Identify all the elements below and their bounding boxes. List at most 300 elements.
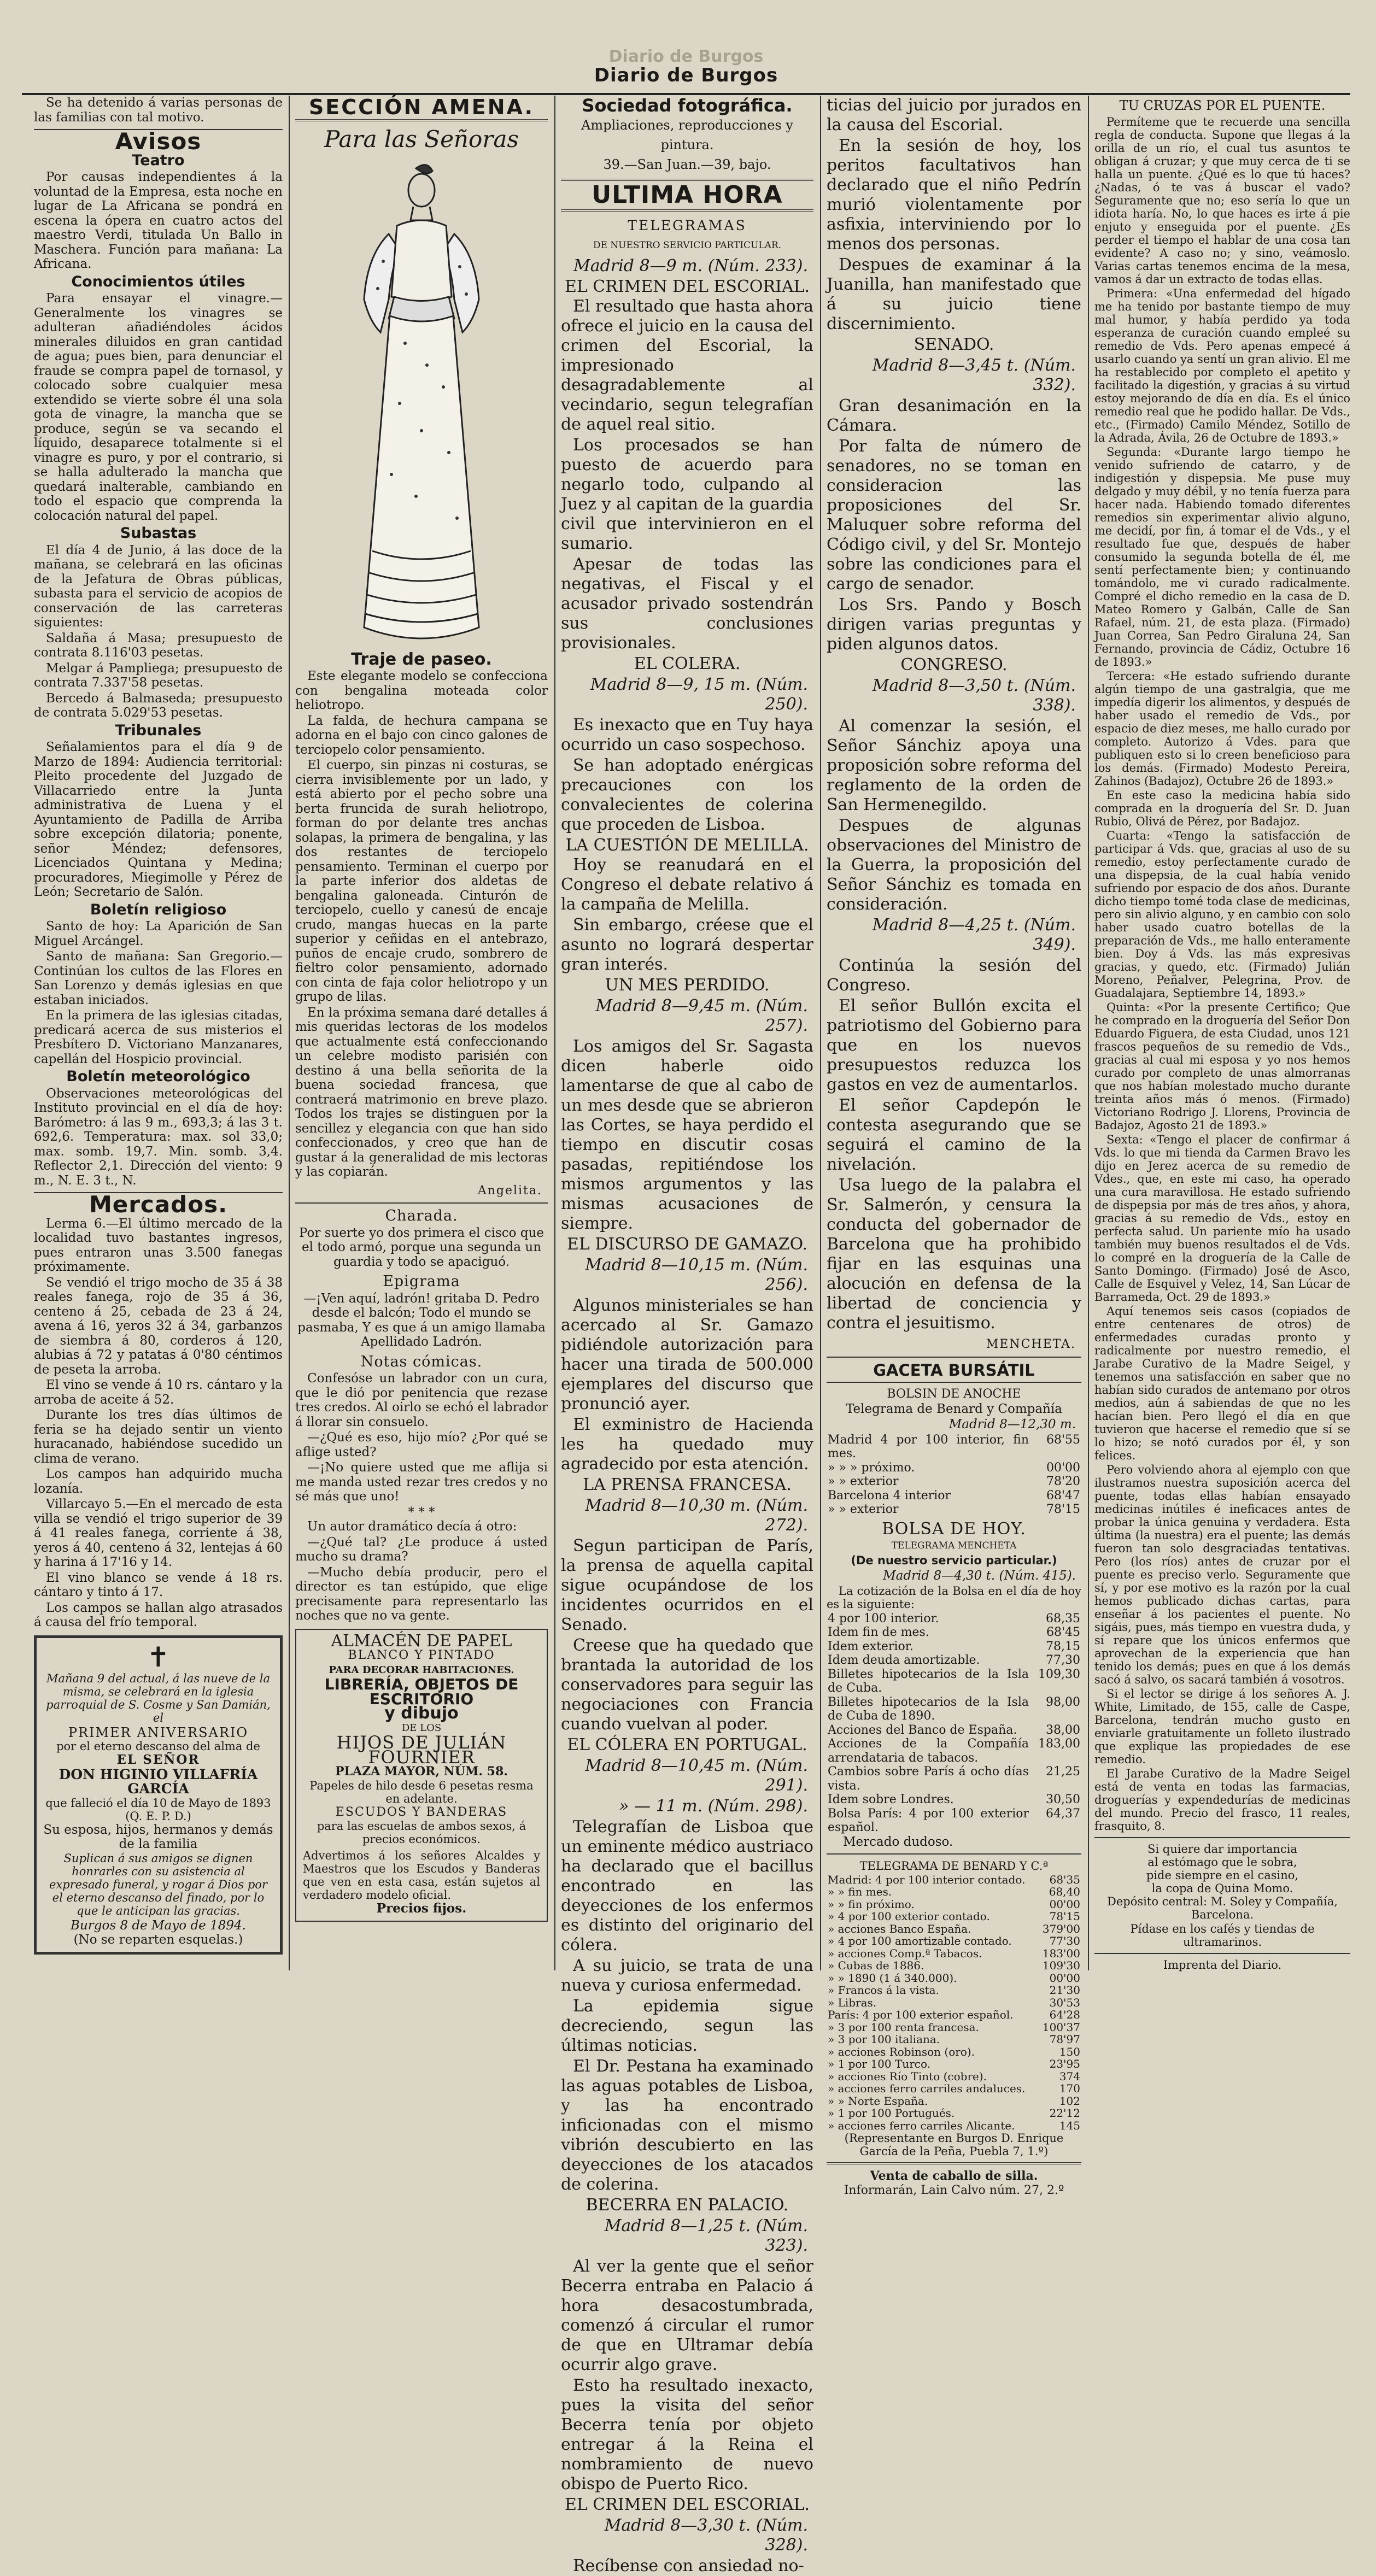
table-row <box>827 2021 1081 2034</box>
bolsa-telegram-heading: TELEGRAMA MENCHETA <box>891 1540 1017 1551</box>
row-value: 68'47 <box>1046 1488 1080 1503</box>
news-text: Es inexacto que en Tuy haya ocurrido un caso sospechoso. <box>561 715 813 754</box>
ad-text: Si el lector se dirige á los señores A. J. White, Limitado, de 155, calle de Caspe, Barcelona, tendrán mucho gusto en enviarle gratuitamente un folleto ilustrado que explique las propiedades de ese remedio. <box>1094 1687 1350 1766</box>
column-divider <box>554 96 555 1970</box>
classified-ad: Venta de caballo de silla. <box>870 2169 1038 2183</box>
heading-conocimientos: Conocimientos útiles <box>71 273 245 290</box>
news-text: El señor Capdepón le contesta asegurando que se seguirá el camino de la nivelación. <box>827 1096 1081 1174</box>
mercados-text: Los campos se hallan algo atrasados á causa del frío temporal. <box>34 1600 283 1629</box>
row-value: 68'45 <box>1046 1626 1080 1639</box>
tribunales-text: Señalamientos para el día 9 de Marzo de 1894: Audiencia territorial: Pleito procedente del Juzgado de Villacarriedo entre la Junta administrativa de Luena y el Ayuntamiento de Padilla de Arriba sobre excepción dilatoria; ponente, señor Méndez; defensores, Licenciados Quintana y Medina; procuradores, Miegimolle y Pérez de León; Secretario de Salón. <box>34 740 283 899</box>
ad-sociedad-fotografica: Sociedad fotográfica. <box>582 95 793 116</box>
row-value: 68,40 <box>1049 1885 1080 1898</box>
telegramas-heading: TELEGRAMAS <box>628 218 747 233</box>
obituary-text: por el eterno descanso del alma de <box>56 1740 260 1753</box>
ad-text: Quinta: «Por la presente Certifico; Que he comprado en la droguería del Señor Don Eduardo Figuera, de esta Ciudad, unos 121 frascos pequeños de su remedio de Vds., gracias al cual mi esposa y yo nos hemos curado por completo de unas almorranas que nos habían molestado mucho durante treinta años más ó menos. (Firmado) Victoriano Rodrigo J. Llorens, Provincia de Badajoz, Agosto 21 de 1893.» <box>1094 1001 1350 1132</box>
table-row <box>827 1612 1081 1626</box>
telegram-dateline: Madrid 8—9 m. (Núm. 233). <box>573 256 808 275</box>
traje-text: La falda, de hechura campana se adorna en el bajo con cinco galones de terciopelo color pensamiento. <box>295 713 548 757</box>
newspaper-title: Diario de Burgos <box>594 64 778 86</box>
table-row <box>827 1489 1081 1503</box>
row-label: » Francos á la vista. <box>828 1984 939 1997</box>
table-row <box>827 2058 1081 2070</box>
table-row <box>827 2107 1081 2120</box>
row-label: » 3 por 100 renta francesa. <box>828 2020 979 2034</box>
divider <box>295 119 548 121</box>
heading-subastas: Subastas <box>120 525 197 542</box>
row-label: » acciones Río Tinto (cobre). <box>828 2069 987 2083</box>
bolsa-table <box>827 1612 1081 1835</box>
row-value: 183'00 <box>1042 1946 1080 1960</box>
mercado-dudoso: Mercado dudoso. <box>843 1834 953 1849</box>
mercados-text: El vino se vende á 10 rs. cántaro y la arroba de aceite á 52. <box>34 1378 283 1407</box>
religioso-text: Santo de mañana: San Gregorio.—Continúan los cultos de las Flores en San Lorenzo y demás iglesias en que estaban iniciados. <box>34 949 283 1007</box>
heading-charada: Charada. <box>385 1207 458 1224</box>
row-label: Bolsa París: 4 por 100 exterior español. <box>828 1806 1029 1834</box>
table-row <box>827 1898 1081 1911</box>
bolsa-intro: La cotización de la Bolsa en el día de hoy es la siguiente: <box>827 1584 1081 1611</box>
obituary-date: Burgos 8 de Mayo de 1894. <box>71 1918 246 1933</box>
row-value: 68'55 <box>1046 1433 1080 1447</box>
row-label: » 4 por 100 exterior contado. <box>828 1910 990 1923</box>
obituary-name: DON HIGINIO VILLAFRÍA GARCÍA <box>58 1766 258 1797</box>
row-value: 68,35 <box>1046 1611 1080 1626</box>
bolsa-service: (De nuestro servicio particular.) <box>851 1553 1057 1567</box>
row-label: Idem exterior. <box>828 1639 914 1653</box>
signature: MENCHETA. <box>986 1337 1076 1351</box>
row-value: 22'12 <box>1049 2106 1080 2120</box>
servicio-heading: DE NUESTRO SERVICIO PARTICULAR. <box>593 240 782 251</box>
cross-icon: ✝ <box>147 1641 170 1673</box>
news-text: El resultado que hasta ahora ofrece el juicio en la causa del crimen del Escorial, la impresionado desagradablemente al vecindario, segun telegrafían de aquel real sitio. <box>561 297 813 434</box>
subasta-item: Melgar á Pampliega; presupuesto de contrata 7.337'58 pesetas. <box>34 661 283 690</box>
telegram-dateline: Madrid 8—10,15 m. (Núm. 256). <box>585 1255 808 1294</box>
row-label: » acciones Banco España. <box>828 1922 971 1935</box>
para-las-senoras-title: Para las Señoras <box>324 125 519 152</box>
row-value: 00'00 <box>1049 1897 1080 1911</box>
news-text: Hoy se reanudará en el Congreso el debate relativo á la campaña de Melilla. <box>561 855 813 914</box>
table-row <box>827 1959 1081 1972</box>
row-value: 30'53 <box>1049 1996 1080 2009</box>
column-4 <box>827 96 1081 2197</box>
bolsin-table <box>827 1433 1081 1517</box>
heading-traje: Traje de paseo. <box>351 649 492 669</box>
meteorologico-text: Observaciones meteorológicas del Instituto provincial en el día de hoy: Barómetro: á las 9 m., 693,3; á las 3 t. 692,6. Temperatura: max. sol 33,0; max. somb. 19,7. Min. somb. 3,4. Reflector 2,1. Dirección del viento: 9 m., N. E. 3 t., N. <box>34 1086 283 1188</box>
divider <box>561 209 813 212</box>
news-text: Apesar de todas las negativas, el Fiscal y el acusador privado sostendrán sus conclusiones provisionales. <box>561 555 813 653</box>
telegram-dateline: Madrid 8—12,30 m. <box>948 1417 1076 1431</box>
ad-line: y dibujo <box>384 1704 459 1723</box>
news-text: Los Srs. Pando y Bosch dirigen varias preguntas y piden algunos datos. <box>827 595 1081 654</box>
table-row <box>827 1653 1081 1668</box>
row-label: » » 1890 (1 á 340.000). <box>828 1971 957 1985</box>
imprenta-footer: Imprenta del Diario. <box>1163 1958 1282 1971</box>
row-value: 374 <box>1059 2069 1080 2083</box>
notas-text: —Mucho debía producir, pero el director es tan estúpido, que elige precisamente para representarlo las noches que no va gente. <box>295 1565 548 1623</box>
notas-text: Confesóse un labrador con un cura, que le dió por penitencia que rezase tres credos. Al oirlo se echó el labrador á llorar sin consuelo. <box>295 1371 548 1429</box>
obituary-text: Mañana 9 del actual, á las nueve de la misma, se celebrará en la iglesia parroquial de S. Cosme y San Damián, el <box>46 1671 271 1724</box>
mercados-text: Los campos han adquirido mucha lozanía. <box>34 1467 283 1496</box>
masthead <box>22 0 1350 93</box>
signature: Angelita. <box>477 1183 542 1198</box>
table-row <box>827 1793 1081 1807</box>
row-value: 183,00 <box>1038 1737 1080 1751</box>
row-label: » » Norte España. <box>828 2094 928 2108</box>
notas-text: —¡No quiere usted que me aflija si me manda usted rezar tres credos y no sé más que uno! <box>295 1460 548 1504</box>
news-text: Por falta de número de senadores, no se toman en consideracion las proposiciones del Sr. Maluquer sobre reforma del Código civil, y del Sr. Montejo sobre las condiciones para el cargo de senador. <box>827 437 1081 594</box>
ad-text: El Jarabe Curativo de la Madre Seigel está de venta en todas las farmacias, droguerías y expendedurías de medicinas del mundo. Precio del frasco, 11 reales, frasquito, 8. <box>1094 1767 1350 1833</box>
obituary-text: Suplican á sus amigos se dignen honrarles con su asistencia al expresado funeral, y rogar á Dios por el eterno descanso del finado, por lo que le anticipan las gracias. <box>49 1851 267 1917</box>
news-heading: EL CRIMEN DEL ESCORIAL. <box>564 277 810 296</box>
news-text: ticias del juicio por jurados en la causa del Escorial. <box>827 96 1081 134</box>
quina-momo-verse: Si quiere dar importancia <box>1147 1842 1297 1856</box>
mercados-text: Lerma 6.—El último mercado de la localidad tuvo bastantes ingresos, pues entraron unas 3.500 fanegas próximamente. <box>34 1216 283 1274</box>
telegram-dateline: Madrid 8—4,25 t. (Núm. 349). <box>872 916 1076 954</box>
row-label: Idem deuda amortizable. <box>828 1653 980 1667</box>
table-row <box>827 1923 1081 1935</box>
row-label: Barcelona 4 interior <box>828 1488 951 1503</box>
table-row <box>827 1935 1081 1947</box>
telegram-dateline: Madrid 8—3,50 t. (Núm. 338). <box>872 676 1076 715</box>
row-value: 102 <box>1059 2094 1080 2108</box>
row-value: 78'97 <box>1049 2033 1080 2046</box>
table-row <box>827 1640 1081 1654</box>
epigrama-text: —¡Ven aquí, ladrón! gritaba D. Pedro desde el balcón; Todo el mundo se pasmaba, Y es que á un amigo llamaba Apellidado Ladrón. <box>297 1291 546 1349</box>
table-row <box>827 2120 1081 2132</box>
heading-religioso: Boletín religioso <box>90 901 227 918</box>
intro-text: Se ha detenido á varias personas de las familias con tal motivo. <box>34 96 283 125</box>
ad-text: Pero volviendo ahora al ejemplo con que ilustramos nuestra suposición acerca del puente, todas ellas habían ensayado medicinas inútiles é ineficaces antes de probar la única genuina y verdadera. Esta última (la nuestra) era el puente; las demás fueron tan solo desgraciadas tentativas. Pero (los ríos) antes de cruzar por el puente es preciso verlo. Seguramente que sí, y por ese motivo es la razón por la cual hemos publicado dichas cartas, para enseñar á los pacientes el puente. No sigáis, pues, más tiempo en vuestra duda, y sí repare que los únicos enfermos que aprovechan de la experiencia que han tenido los demás; pues en que á los demás sacó á salvo, os sacará también á vosotros. <box>1094 1463 1350 1686</box>
table-row <box>827 1503 1081 1517</box>
row-value: 64'28 <box>1049 2008 1080 2021</box>
news-text: Recíbense con ansiedad no- <box>573 2556 804 2575</box>
news-text: En la sesión de hoy, los peritos facultativos han declarado que el niño Pedrín murió violentamente por asfixia, interviniendo por lo menos dos personas. <box>827 136 1081 254</box>
row-label: Billetes hipotecarios de la Isla de Cuba. <box>828 1667 1029 1695</box>
row-value: 38,00 <box>1046 1723 1080 1737</box>
news-text: Gran desanimación en la Cámara. <box>827 396 1081 435</box>
row-value: 30,50 <box>1046 1793 1080 1806</box>
row-value: 23'95 <box>1049 2057 1080 2070</box>
table-row <box>827 2033 1081 2046</box>
subasta-item: Saldaña á Masa; presupuesto de contrata 8.116'03 pesetas. <box>34 631 283 660</box>
divider <box>1094 1837 1350 1838</box>
traje-text: En la próxima semana daré detalles á mis queridas lectoras de los modelos que actualmente está confeccionando un celebre modisto parisién con destino á una bella señorita de la buena sociedad francesa, que contraerá matrimonio en breve plazo. Todos los trajes se distinguen por la sencillez y elegancia con que han sido confeccionados, y creo que han de gustar á la generalidad de mis lectoras y las copiarán. <box>295 1005 548 1179</box>
news-text: Continúa la sesión del Congreso. <box>827 956 1081 995</box>
heading-teatro: Teatro <box>132 151 185 169</box>
row-label: Acciones de la Compañía arrendataria de tabacos. <box>828 1737 1029 1765</box>
row-label: » » exterior <box>828 1503 899 1516</box>
ad-line: 39.—San Juan.—39, bajo. <box>603 157 771 172</box>
column-1 <box>34 96 283 1970</box>
notas-text: Un autor dramático decía á otro: <box>307 1519 517 1534</box>
telegram-dateline: Madrid 8—10,45 m. (Núm. 291). <box>585 1756 808 1795</box>
column-divider <box>289 96 290 1970</box>
row-value: 78'20 <box>1046 1475 1080 1488</box>
quina-momo-verse: la copa de Quina Momo. <box>1151 1882 1293 1895</box>
table-row <box>827 1765 1081 1793</box>
ad-text: Primera: «Una enfermedad del hígado me ha tenido por bastante tiempo de muy mal humor, y había perdido ya toda esperanza de curación cuando empleé su remedio de Vds. Pero apenas empecé á usarlo cuando ya sentí un gran alivio. El me ha restablecido por completo el apetito y facilitado la digestión, y gracias á su virtud estoy mejorando de día en día. Es el único remedio real que he podido hallar. De Vds., etc., (Firmado) Camilo Méndez, Sotillo de la Adrada, Ávila, 26 de Octubre de 1893.» <box>1094 287 1350 444</box>
row-label: Madrid: 4 por 100 interior contado. <box>828 1873 1026 1886</box>
row-value: 77'30 <box>1049 1934 1080 1947</box>
ad-line: BLANCO Y PINTADO <box>348 1648 495 1662</box>
table-row <box>827 2095 1081 2108</box>
row-value: 00'00 <box>1046 1460 1080 1475</box>
heading-puente: TU CRUZAS POR EL PUENTE. <box>1119 98 1326 113</box>
news-text: El señor Bullón excita el patriotismo del Gobierno para que en los nuevos presupuestos reduzca los gastos en vez de aumentarlos. <box>827 996 1081 1094</box>
table-row <box>827 1947 1081 1960</box>
news-text: Despues de examinar á la Juanilla, han manifestado que á su juicio tiene discernimiento. <box>827 255 1081 333</box>
column-5 <box>1094 96 1350 1970</box>
table-row <box>827 1433 1081 1461</box>
row-value: 109,30 <box>1038 1667 1080 1681</box>
row-label: 4 por 100 interior. <box>828 1611 939 1626</box>
divider <box>1094 1953 1350 1954</box>
telegram-dateline: Madrid 8—9, 15 m. (Núm. 250). <box>590 675 808 714</box>
table-row <box>827 1668 1081 1695</box>
section-amena: SECCIÓN AMENA. <box>308 95 535 119</box>
ad-text: Segunda: «Durante largo tiempo he venido sufriendo de catarro, y de indigestión y dispepsia. Me puse muy delgado y muy débil, y no tenía fuerza para hacer nada. Habiendo tomado diferentes remedios sin experimentar alivio alguno, me decidí, por fin, á tomar el de Vds., y el resultado fue que, después de haber consumido la segunda botella de él, me sentí perfectamente bien; y continuando tomándolo, me vi curado radicalmente. Compré el dicho remedio en la casa de D. Mateo Romero y Galbán, Calle de San Rafael, núm. 21, de esta plaza. (Firmado) Juan Correa, San Pedro Giraluna 24, San Fernando, provincia de Cádiz, Octubre 16 de 1893.» <box>1094 445 1350 668</box>
row-value: 21'30 <box>1049 1984 1080 1997</box>
row-label: » Libras. <box>828 1996 877 2009</box>
ad-text: En este caso la medicina había sido comprada en la droguería del Sr. D. Juan Rubio, Olivá de Pérez, por Badajoz. <box>1094 789 1350 828</box>
column-2 <box>295 96 548 1970</box>
row-value: 150 <box>1059 2045 1080 2058</box>
heading-tribunales: Tribunales <box>115 721 202 739</box>
row-value: 109'30 <box>1042 1959 1080 1972</box>
table-row <box>827 1984 1081 1997</box>
news-heading: BECERRA EN PALACIO. <box>585 2196 789 2215</box>
divider <box>827 1853 1081 1855</box>
table-row <box>827 1475 1081 1489</box>
row-label: » » exterior <box>828 1475 899 1488</box>
obituary-text: que falleció el día 10 de Mayo de 1893 <box>45 1796 271 1810</box>
news-text: A su juicio, se trata de una nueva y curiosa enfermedad. <box>561 1956 813 1995</box>
divider <box>827 1382 1081 1383</box>
notas-text: —¿Qué es eso, hijo mío? ¿Por qué se aflige usted? <box>295 1430 548 1459</box>
row-value: 21,25 <box>1046 1765 1080 1779</box>
obituary-note: (No se reparten esquelas.) <box>73 1933 243 1947</box>
subastas-text: El día 4 de Junio, á las doce de la mañana, se celebrará en las oficinas de la Jefatura de Obras públicas, subasta para el servicio de acopios de conservación de las carreteras siguientes: <box>34 543 283 630</box>
news-text: Telegrafían de Lisboa que un eminente médico austriaco ha declarado que el bacillus encontrado en las deyecciones de los enfermos es distinto del originario del cólera. <box>561 1817 813 1955</box>
obituary-title: PRIMER ANIVERSARIO <box>68 1724 249 1740</box>
table-row <box>827 1972 1081 1985</box>
table-row <box>827 1461 1081 1475</box>
row-label: Idem sobre Londres. <box>828 1793 954 1806</box>
row-label: Cambios sobre París á ocho días vista. <box>828 1765 1029 1793</box>
table-row <box>827 1997 1081 2009</box>
news-text: Despues de algunas observaciones del Ministro de la Guerra, la proposición del Señor Sánchiz es tomada en consideración. <box>827 816 1081 914</box>
news-text: Algunos ministeriales se han acercado al Sr. Gamazo pidiéndole autorización para hacer una tirada de 500.000 ejemplares del discurso que pronunció ayer. <box>561 1296 813 1413</box>
row-label: Acciones del Banco de España. <box>828 1723 1017 1737</box>
table-row <box>827 1886 1081 1898</box>
ad-line: para las escuelas de ambos sexos, á precios económicos. <box>317 1820 526 1846</box>
row-value: 78'15 <box>1049 1910 1080 1923</box>
news-text: Segun participan de París, la prensa de aquella capital sigue ocupándose de los incidentes ocurridos en el Senado. <box>561 1536 813 1634</box>
ad-line: Advertimos á los señores Alcaldes y Maestros que los Escudos y Banderas que ven en esta casa, están sujetos al verdadero modelo oficial. <box>303 1849 540 1902</box>
section-mercados: Mercados. <box>89 1191 228 1218</box>
section-gaceta-bursatil: GACETA BURSÁTIL <box>873 1360 1035 1380</box>
table-row <box>827 1807 1081 1835</box>
obituary-text: EL SEÑOR <box>116 1752 200 1767</box>
news-text: Creese que ha quedado que brantada la autoridad de los conservadores para seguir las negociaciones con Francia cuando vuelvan al poder. <box>561 1636 813 1734</box>
news-heading: LA PRENSA FRANCESA. <box>583 1475 792 1494</box>
news-text: Usa luego de la palabra el Sr. Salmerón, y censura la conducta del gobernador de Barcelona que ha prohibido fijar en las esquinas una alocución en defensa de la libertad de conciencia y contra el jesuitismo. <box>827 1176 1081 1333</box>
row-value: 00'00 <box>1049 1971 1080 1985</box>
news-text: Se han adoptado enérgicas precauciones con los convalecientes de colerina que proceden de Lisboa. <box>561 756 813 834</box>
ad-line: PARA DECORAR HABITACIONES. <box>329 1664 514 1676</box>
ad-line: DE LOS <box>401 1722 442 1734</box>
row-label: » » » próximo. <box>828 1460 915 1475</box>
traje-text: El cuerpo, sin pinzas ni costuras, se cierra invisiblemente por un lado, y está abierto por el pecho sobre una berta fruncida de surah heliotropo, forman do por delante tres anchas solapas, la primera de bengalina, y las dos restantes de terciopelo pensamiento. Terminan el cuerpo por la parte inferior dos aldetas de bengalina galoneada. Cinturón de terciopelo, cuello y canesú de encaje crudo, mangas huecas en la parte superior y ceñidas en el antebrazo, puños de encaje crudo, sombrero de fieltro color pensamiento, adornado con cinta de faja color heliotropo y un grupo de lilas. <box>295 758 548 1004</box>
bolsin-heading: BOLSIN DE ANOCHE <box>887 1387 1021 1401</box>
ad-line: HIJOS DE JULIÁN FOURNIER <box>336 1732 507 1768</box>
heading-meteorologico: Boletín meteorológico <box>66 1068 250 1085</box>
charada-text: Por suerte yo dos primera el cisco que el todo armó, porque una segunda un guardia y todo se apaciguó. <box>299 1225 544 1269</box>
table-row <box>827 1695 1081 1723</box>
heading-epigrama: Epigrama <box>383 1273 460 1290</box>
news-heading: EL CRIMEN DEL ESCORIAL. <box>564 2495 810 2514</box>
ad-text: Cuarta: «Tengo la satisfacción de participar á Vds. que, gracias al uso de su remedio, estoy perfectamente curado de una dispepsia, de la cual había venido sufriendo por espacio de dos años. Durante dicho tiempo tomé toda clase de medicinas, pero sin alivio alguno, y en cambio con solo haber usado cuatro botellas de la preparación de Vds., me hallo enteramente bien. Doy á Vds. las más expresivas gracias, y quedo, etc. (Firmado) Julián Moreno, Peñalver, Pelegrina, Prov. de Guadalajara, Septiembre 14, 1893.» <box>1094 829 1350 1000</box>
row-value: 98,00 <box>1046 1695 1080 1709</box>
divider <box>827 2162 1081 2164</box>
quina-momo-note: Pídase en los cafés y tiendas de ultramarinos. <box>1130 1922 1315 1949</box>
ad-line: PLAZA MAYOR, NÚM. 58. <box>335 1764 508 1779</box>
ad-line: LIBRERÍA, OBJETOS DE ESCRITORIO <box>324 1675 519 1708</box>
news-heading: EL DISCURSO DE GAMAZO. <box>566 1235 808 1254</box>
row-label: » 1 por 100 Turco. <box>828 2057 930 2070</box>
telegram-dateline: Madrid 8—3,45 t. (Núm. 332). <box>872 356 1076 395</box>
row-value: 64,37 <box>1046 1806 1080 1821</box>
ad-text: Sexta: «Tengo el placer de confirmar á Vds. lo que mi tienda da Carmen Bravo les dijo en Jerez acerca de su remedio de Vdes., que, en este mi caso, ha operado una cura maravillosa. He estado sufriendo de dispepsia por más de tres años, y ahora, gracias á su remedio de Vds., estoy en perfecta salud. Un pariente mío ha usado también muy buenos resultados el de Vds. lo compré en la droguería de la Calle de Santo Domingo. (Firmado) José de Asco, Calle de Esquivel y Velez, 14, San Lúcar de Barrameda, Oct. 29 de 1893.» <box>1094 1133 1350 1304</box>
news-text: La epidemia sigue decreciendo, segun las últimas noticias. <box>561 1997 813 2055</box>
news-heading: SENADO. <box>914 335 994 354</box>
row-label: Madrid 4 por 100 interior, fin mes. <box>828 1433 1029 1460</box>
mercados-text: El vino blanco se vende á 18 rs. cántaro y tinto á 17. <box>34 1570 283 1599</box>
almacen-ad <box>295 1629 548 1922</box>
bolsa-hoy-heading: BOLSA DE HOY. <box>882 1519 1026 1539</box>
row-value: 379'00 <box>1042 1922 1080 1935</box>
news-text: El exministro de Hacienda les ha quedado muy agradecido por esta atención. <box>561 1415 813 1474</box>
table-row <box>827 2009 1081 2021</box>
religioso-text: En la primera de las iglesias citadas, predicará acerca de sus misterios el Presbítero D. Victoriano Manzanares, capellán del Hospicio provincial. <box>34 1008 283 1066</box>
divider <box>295 1202 548 1204</box>
news-heading: UN MES PERDIDO. <box>605 976 770 995</box>
news-heading: EL CÓLERA EN PORTUGAL. <box>567 1735 807 1755</box>
row-label: » acciones ferro carriles andaluces. <box>828 2082 1026 2095</box>
table-row <box>827 1626 1081 1640</box>
row-label: » acciones Comp.ª Tabacos. <box>828 1946 982 1960</box>
separator-stars: * * * <box>408 1505 435 1519</box>
section-ultima-hora: ULTIMA HORA <box>592 181 783 209</box>
news-text: Esto ha resultado inexacto, pues la visita del señor Becerra tenía por objeto entregar á la Reina el nombramiento de nuevo obispo de Puerto Rico. <box>561 2376 813 2493</box>
obituary-text: Su esposa, hijos, hermanos y demás de la familia <box>43 1822 273 1851</box>
traje-text: Este elegante modelo se confecciona con bengalina moteada color heliotropo. <box>295 669 548 712</box>
row-label: París: 4 por 100 exterior español. <box>828 2008 1014 2021</box>
telegram-dateline: Madrid 8—4,30 t. (Núm. 415). <box>883 1569 1076 1583</box>
table-row <box>827 1737 1081 1765</box>
quina-momo-deposit: Depósito central: M. Soley y Compañía, Barcelona. <box>1107 1895 1338 1921</box>
row-value: 78'15 <box>1046 1503 1080 1516</box>
telegram-dateline: Madrid 8—10,30 m. (Núm. 272). <box>585 1496 808 1535</box>
obituary-text: (Q. E. P. D.) <box>125 1809 191 1823</box>
classified-ad: Informarán, Lain Calvo núm. 27, 2.º <box>844 2183 1064 2197</box>
notas-text: —¿Qué tal? ¿Le produce á usted mucho su drama? <box>295 1535 548 1564</box>
row-label: » » fin mes. <box>828 1885 892 1898</box>
row-value: 78,15 <box>1046 1639 1080 1653</box>
bolsin-subheading: Telegrama de Benard y Compañía <box>846 1401 1062 1416</box>
table-row <box>827 1723 1081 1738</box>
quina-momo-verse: pide siempre en el casino, <box>1146 1869 1299 1882</box>
ad-line: ESCUDOS Y BANDERAS <box>335 1805 508 1819</box>
table-row <box>827 2082 1081 2095</box>
table-row <box>827 2070 1081 2083</box>
news-text: Los procesados se han puesto de acuerdo para negarlo todo, culpando al Juez y al capitan de la guardia civil que intervinieron en el sumario. <box>561 436 813 553</box>
row-label: » » fin próximo. <box>828 1897 915 1911</box>
ad-text: Tercera: «He estado sufriendo durante algún tiempo de una gastralgia, que me impedía digerir los alimentos, y después de haber usado el remedio de Vds., por espacio de diez meses, me hallo curado por completo. Autorizo á Vdes. para que publiquen esto si lo creen beneficioso para los demás. (Firmado) Modesto Pereira, Zahinos (Badajoz), Octubre 26 de 1893.» <box>1094 670 1350 788</box>
telegram-dateline: Madrid 8—3,30 t. (Núm. 328). <box>604 2516 808 2555</box>
row-value: 68'35 <box>1049 1873 1080 1886</box>
section-avisos: Avisos <box>115 128 202 155</box>
row-label: Idem fin de mes. <box>828 1626 929 1639</box>
table-row <box>827 1874 1081 1886</box>
ad-line: Papeles de hilo desde 6 pesetas resma en adelante. <box>309 1779 534 1805</box>
telegram-dateline: » — 11 m. (Núm. 298). <box>619 1797 808 1816</box>
column-3 <box>561 95 813 2575</box>
mercados-text: Villarcayo 5.—En el mercado de esta villa se vendió el trigo superior de 39 á 41 reales fanega, corriente á 38, yeros á 40, centeno á 32, lentejas á 60 y harina á 17'16 y 14. <box>34 1497 283 1569</box>
mercados-text: Se vendió el trigo mocho de 35 á 38 reales fanega, rojo de 35 á 36, centeno á 25, cebada de 23 á 24, avena á 16, yeros 32 á 34, garbanzos de siembra á 80, corderos á 120, alubias á 72 y patatas á 0'80 céntimos de peseta la arroba. <box>34 1275 283 1377</box>
table-row <box>827 1910 1081 1923</box>
news-text: Los amigos del Sr. Sagasta dicen haberle oido lamentarse de que al cabo de un mes desde que se abrieron las Cortes, se haya perdido el tiempo en discutir cosas pasadas, repitiéndose los mismos argumentos y las mismas acusaciones de siempre. <box>561 1037 813 1233</box>
table-row <box>827 2046 1081 2058</box>
ad-text: Permíteme que te recuerde una sencilla regla de conducta. Supone que llegas á la orilla de un río, el cual tus asuntos te obligan á cruzar; y que muy cerca de ti se halla un puente. ¿Qué es lo que tú haces? ¿Nadas, ó te vas á buscar el vado? Seguramente que no; eso sería lo que un idiota haría. No, lo que haces es irte á pie enjuto y enseguida por el puente. ¿Es perder el tiempo el hablar de una cosa tan evidente? A caso no; y sino, veámoslo. Varias cartas tenemos encima de la mesa, vamos á dar un extracto de todas ellas. <box>1094 115 1350 286</box>
column-divider <box>1088 96 1089 1970</box>
row-value: 145 <box>1059 2119 1080 2132</box>
quina-momo-verse: al estómago que le sobra, <box>1147 1856 1297 1869</box>
dress-illustration-icon <box>339 157 503 649</box>
news-text: Sin embargo, créese que el asunto no logrará despertar gran interés. <box>561 916 813 974</box>
row-value: 170 <box>1059 2082 1080 2095</box>
ad-line: Ampliaciones, reproducciones y pintura. <box>581 118 793 152</box>
obituary-notice <box>34 1635 283 1955</box>
telegram-dateline: Madrid 8—9,45 m. (Núm. 257). <box>595 996 808 1035</box>
row-label: » 4 por 100 amortizable contado. <box>828 1934 1012 1947</box>
ad-line: ALMACÉN DE PAPEL <box>331 1631 512 1651</box>
row-value: 77,30 <box>1046 1653 1080 1667</box>
masthead-ghost-title: Diario de Burgos <box>608 47 764 66</box>
benard-heading: TELEGRAMA DE BENARD Y C.ª <box>859 1859 1049 1873</box>
row-label: » Cubas de 1886. <box>828 1959 924 1972</box>
row-label: Billetes hipotecarios de la Isla de Cuba de 1890. <box>828 1695 1029 1723</box>
row-label: » acciones ferro carriles Alicante. <box>828 2119 1015 2132</box>
ad-line: Precios fijos. <box>376 1901 467 1916</box>
telegram-dateline: Madrid 8—1,25 t. (Núm. 323). <box>604 2216 808 2255</box>
news-heading: LA CUESTIÓN DE MELILLA. <box>565 836 809 855</box>
row-label: » 1 por 100 Portugués. <box>828 2106 955 2120</box>
column-divider <box>820 96 821 1970</box>
divider <box>827 1357 1081 1358</box>
benard-table <box>827 1874 1081 2132</box>
mercados-text: Durante los tres días últimos de feria se ha dejado sentir un viento huracanado, habiéndose sucedido un clima de verano. <box>34 1408 283 1466</box>
news-text: Al comenzar la sesión, el Señor Sánchiz apoya una proposición sobre reforma del reglamento de la orden de San Hermenegildo. <box>827 717 1081 814</box>
heading-notas: Notas cómicas. <box>360 1353 483 1370</box>
news-text: El Dr. Pestana ha examinado las aguas potables de Lisboa, y las ha encontrado inficionadas con el mismo vibrión descubierto en las deyecciones de los atacados de colerina. <box>561 2057 813 2194</box>
news-heading: CONGRESO. <box>900 655 1008 674</box>
news-heading: EL COLERA. <box>634 654 741 673</box>
row-value: 100'37 <box>1042 2020 1080 2034</box>
representante-note: (Representante en Burgos D. Enrique García de la Peña, Puebla 7, 1.º) <box>844 2132 1064 2158</box>
row-label: » acciones Robinson (oro). <box>828 2045 975 2058</box>
teatro-text: Por causas independientes á la voluntad de la Empresa, esta noche en lugar de La Africana se pondrá en escena la ópera en cuatro actos del maestro Verdi, titulada Un Ballo in Maschera. Función para mañana: La Africana. <box>34 170 283 271</box>
